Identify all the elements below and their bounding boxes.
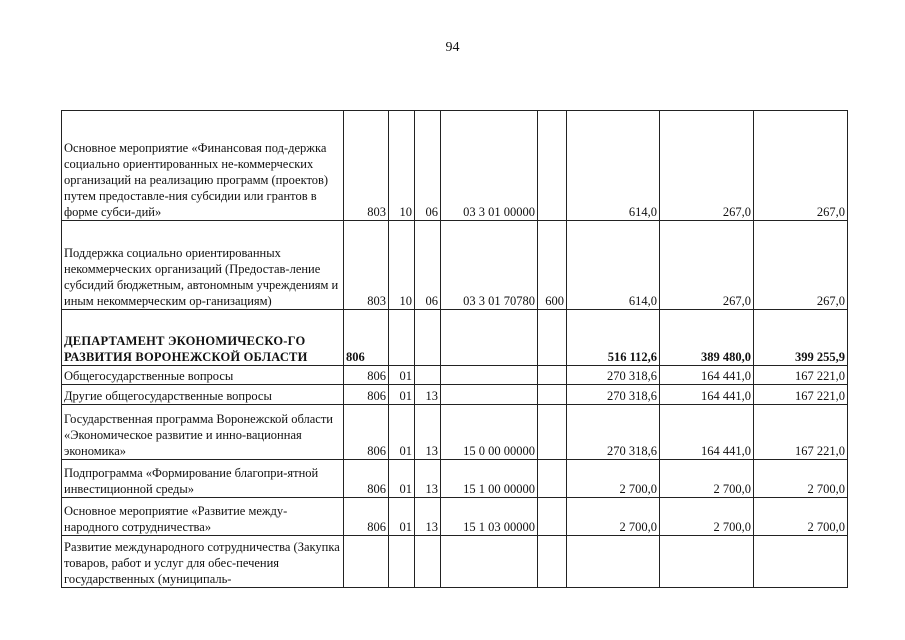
vr-cell (538, 498, 567, 536)
csr-cell: 15 1 00 00000 (441, 460, 538, 498)
table-row (62, 111, 848, 221)
table-row (62, 405, 848, 460)
year3-cell: 267,0 (754, 111, 848, 221)
csr-cell (441, 385, 538, 405)
row-name: Поддержка социально ориентированных некоммерческих организаций (Предостав-ление субсидий бюджетным, автономным учреждениям и иным некоммерческим ор-ганизациям) (62, 221, 344, 310)
rz-cell: 01 (389, 405, 415, 460)
vr-cell (538, 405, 567, 460)
year1-cell: 2 700,0 (567, 498, 660, 536)
vr-cell (538, 536, 567, 588)
year2-cell: 389 480,0 (660, 310, 754, 366)
year2-cell (660, 536, 754, 588)
table-row (62, 221, 848, 310)
year1-cell: 270 318,6 (567, 385, 660, 405)
row-name: Общегосударственные вопросы (62, 366, 344, 385)
table-row (62, 385, 848, 405)
pr-cell (415, 366, 441, 385)
year2-cell: 164 441,0 (660, 405, 754, 460)
rz-cell: 10 (389, 221, 415, 310)
pr-cell: 13 (415, 498, 441, 536)
ved-cell (344, 536, 389, 588)
year3-cell: 2 700,0 (754, 498, 848, 536)
year1-cell: 270 318,6 (567, 366, 660, 385)
table-row (62, 536, 848, 588)
ved-cell: 806 (344, 498, 389, 536)
row-name: Развитие международного сотрудничества (Закупка товаров, работ и услуг для обес-печения государственных (муниципаль- (62, 536, 344, 588)
year3-cell: 167 221,0 (754, 366, 848, 385)
ved-cell: 803 (344, 221, 389, 310)
pr-cell: 06 (415, 111, 441, 221)
ved-cell: 806 (344, 366, 389, 385)
row-name: Подпрограмма «Формирование благопри-ятной инвестиционной среды» (62, 460, 344, 498)
year1-cell (567, 536, 660, 588)
year3-cell: 267,0 (754, 221, 848, 310)
year2-cell: 2 700,0 (660, 460, 754, 498)
csr-cell: 03 3 01 00000 (441, 111, 538, 221)
year2-cell: 2 700,0 (660, 498, 754, 536)
year3-cell: 399 255,9 (754, 310, 848, 366)
year3-cell (754, 536, 848, 588)
pr-cell (415, 536, 441, 588)
rz-cell: 01 (389, 385, 415, 405)
vr-cell (538, 460, 567, 498)
pr-cell (415, 310, 441, 366)
table-row (62, 460, 848, 498)
csr-cell (441, 366, 538, 385)
pr-cell: 13 (415, 385, 441, 405)
table-row (62, 310, 848, 366)
ved-cell: 806 (344, 310, 389, 366)
row-name: Другие общегосударственные вопросы (62, 385, 344, 405)
csr-cell (441, 536, 538, 588)
year1-cell: 614,0 (567, 221, 660, 310)
rz-cell: 10 (389, 111, 415, 221)
csr-cell (441, 310, 538, 366)
year2-cell: 267,0 (660, 111, 754, 221)
pr-cell: 13 (415, 405, 441, 460)
year3-cell: 2 700,0 (754, 460, 848, 498)
year2-cell: 164 441,0 (660, 385, 754, 405)
ved-cell: 806 (344, 460, 389, 498)
year1-cell: 270 318,6 (567, 405, 660, 460)
pr-cell: 06 (415, 221, 441, 310)
year1-cell: 614,0 (567, 111, 660, 221)
ved-cell: 806 (344, 405, 389, 460)
row-name: ДЕПАРТАМЕНТ ЭКОНОМИЧЕСКО-ГО РАЗВИТИЯ ВОРОНЕЖСКОЙ ОБЛАСТИ (62, 310, 344, 366)
csr-cell: 03 3 01 70780 (441, 221, 538, 310)
pr-cell: 13 (415, 460, 441, 498)
page-number: 94 (445, 40, 460, 55)
year3-cell: 167 221,0 (754, 405, 848, 460)
row-name: Основное мероприятие «Развитие между-народного сотрудничества» (62, 498, 344, 536)
rz-cell: 01 (389, 460, 415, 498)
budget-table (61, 110, 848, 588)
row-name: Основное мероприятие «Финансовая под-держка социально ориентированных не-коммерческих организаций на реализацию программ (проектов) путем предоставле-ния субсидии или грантов в форме субси-дий» (62, 111, 344, 221)
year2-cell: 267,0 (660, 221, 754, 310)
vr-cell (538, 385, 567, 405)
rz-cell (389, 536, 415, 588)
table-row (62, 366, 848, 385)
rz-cell: 01 (389, 498, 415, 536)
ved-cell: 806 (344, 385, 389, 405)
year1-cell: 2 700,0 (567, 460, 660, 498)
csr-cell: 15 0 00 00000 (441, 405, 538, 460)
table-row (62, 498, 848, 536)
vr-cell (538, 310, 567, 366)
year3-cell: 167 221,0 (754, 385, 848, 405)
csr-cell: 15 1 03 00000 (441, 498, 538, 536)
vr-cell: 600 (538, 221, 567, 310)
rz-cell (389, 310, 415, 366)
rz-cell: 01 (389, 366, 415, 385)
year1-cell: 516 112,6 (567, 310, 660, 366)
vr-cell (538, 366, 567, 385)
vr-cell (538, 111, 567, 221)
year2-cell: 164 441,0 (660, 366, 754, 385)
ved-cell: 803 (344, 111, 389, 221)
row-name: Государственная программа Воронежской области «Экономическое развитие и инно-вационная экономика» (62, 405, 344, 460)
